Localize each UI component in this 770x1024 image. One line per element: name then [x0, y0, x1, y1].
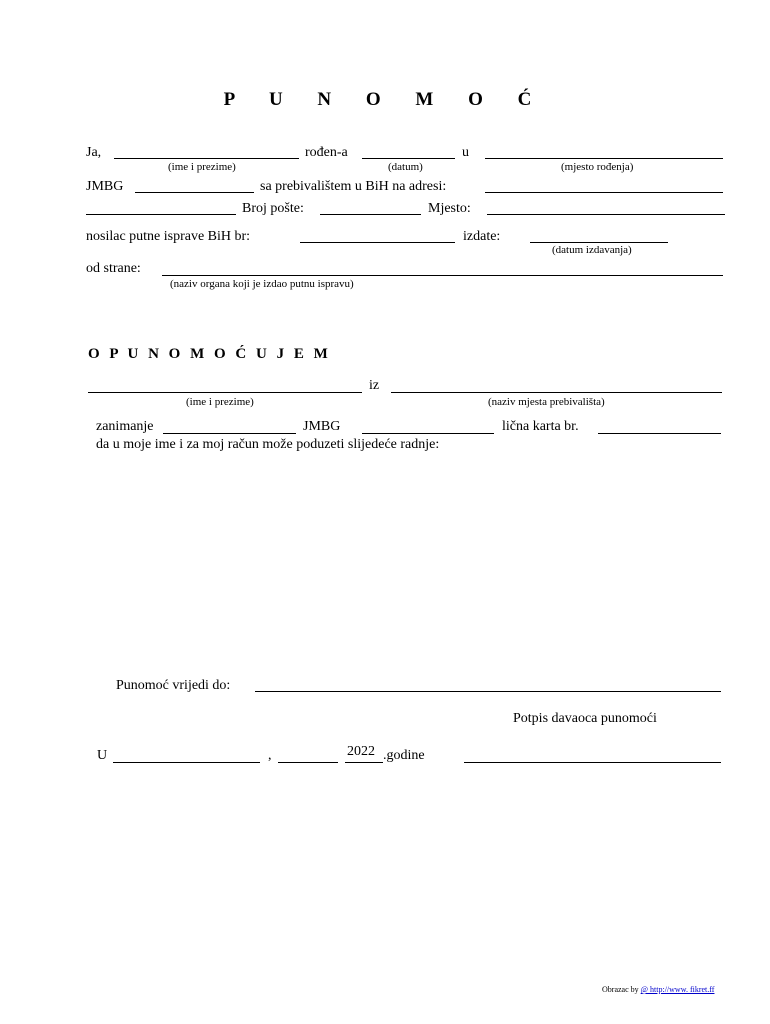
agent-jmbg-field[interactable] — [362, 433, 494, 434]
signing-year: 2022 — [347, 744, 375, 759]
grantor-birthdate-field[interactable] — [362, 158, 455, 159]
authorization-text: da u moje ime i za moj račun može poduzeti slijedeće radnje: — [96, 437, 440, 452]
signing-place-field[interactable] — [113, 762, 260, 763]
grantor-address-continued-field[interactable] — [86, 214, 236, 215]
grantor-postal-field[interactable] — [320, 214, 421, 215]
occupation-label: zanimanje — [96, 419, 154, 434]
issuer-hint: (naziv organa koji je izdao putnu ispravu) — [170, 278, 354, 290]
agent-occupation-field[interactable] — [163, 433, 296, 434]
signature-line[interactable] — [464, 762, 721, 763]
grantor-issue-date-field[interactable] — [530, 242, 668, 243]
signature-label: Potpis davaoca punomoći — [513, 711, 657, 726]
grantor-name-hint: (ime i prezime) — [168, 161, 236, 173]
grantor-city-field[interactable] — [487, 214, 725, 215]
grantor-name-field[interactable] — [114, 158, 299, 159]
roden-label: rođen-a — [305, 145, 348, 160]
section-title: O P U N O M O Ć U J E M — [88, 346, 331, 362]
postal-label: Broj pošte: — [242, 201, 304, 216]
grantor-jmbg-field[interactable] — [135, 192, 254, 193]
city-label: Mjesto: — [428, 201, 471, 216]
footer-credit-text: Obrazac by — [602, 985, 639, 994]
passport-label: nosilac putne isprave BiH br: — [86, 229, 251, 244]
footer-link[interactable]: @ http://www. fikret.ff — [640, 985, 715, 994]
id-card-label: lična karta br. — [502, 419, 579, 434]
ja-label: Ja, — [86, 145, 102, 160]
issuer-label: od strane: — [86, 261, 141, 276]
agent-residence-hint: (naziv mjesta prebivališta) — [488, 396, 605, 408]
grantor-passport-field[interactable] — [300, 242, 455, 243]
agent-id-card-field[interactable] — [598, 433, 721, 434]
place-u-label: U — [97, 748, 108, 763]
agent-name-hint: (ime i prezime) — [186, 396, 254, 408]
date-comma: , — [268, 748, 272, 763]
validity-date-field[interactable] — [255, 691, 721, 692]
grantor-issuer-field[interactable] — [162, 275, 723, 276]
grantor-birthplace-field[interactable] — [485, 158, 723, 159]
footer-credit — [602, 985, 714, 995]
iz-label: iz — [369, 378, 380, 393]
grantor-date-hint: (datum) — [388, 161, 423, 173]
godine-label: .godine — [383, 748, 425, 763]
validity-label: Punomoć vrijedi do: — [116, 678, 231, 693]
signing-year-field[interactable] — [345, 762, 383, 763]
agent-residence-field[interactable] — [391, 392, 722, 393]
signing-date-field[interactable] — [278, 762, 338, 763]
agent-name-field[interactable] — [88, 392, 362, 393]
address-label: sa prebivalištem u BiH na adresi: — [260, 179, 447, 194]
agent-jmbg-label: JMBG — [303, 419, 341, 434]
u-label: u — [462, 145, 469, 160]
issue-date-hint: (datum izdavanja) — [552, 244, 632, 256]
jmbg-label: JMBG — [86, 179, 124, 194]
grantor-birthplace-hint: (mjesto rođenja) — [561, 161, 634, 173]
grantor-address-field[interactable] — [485, 192, 723, 193]
issued-label: izdate: — [463, 229, 501, 244]
document-title: P U N O M O Ć — [223, 89, 547, 110]
